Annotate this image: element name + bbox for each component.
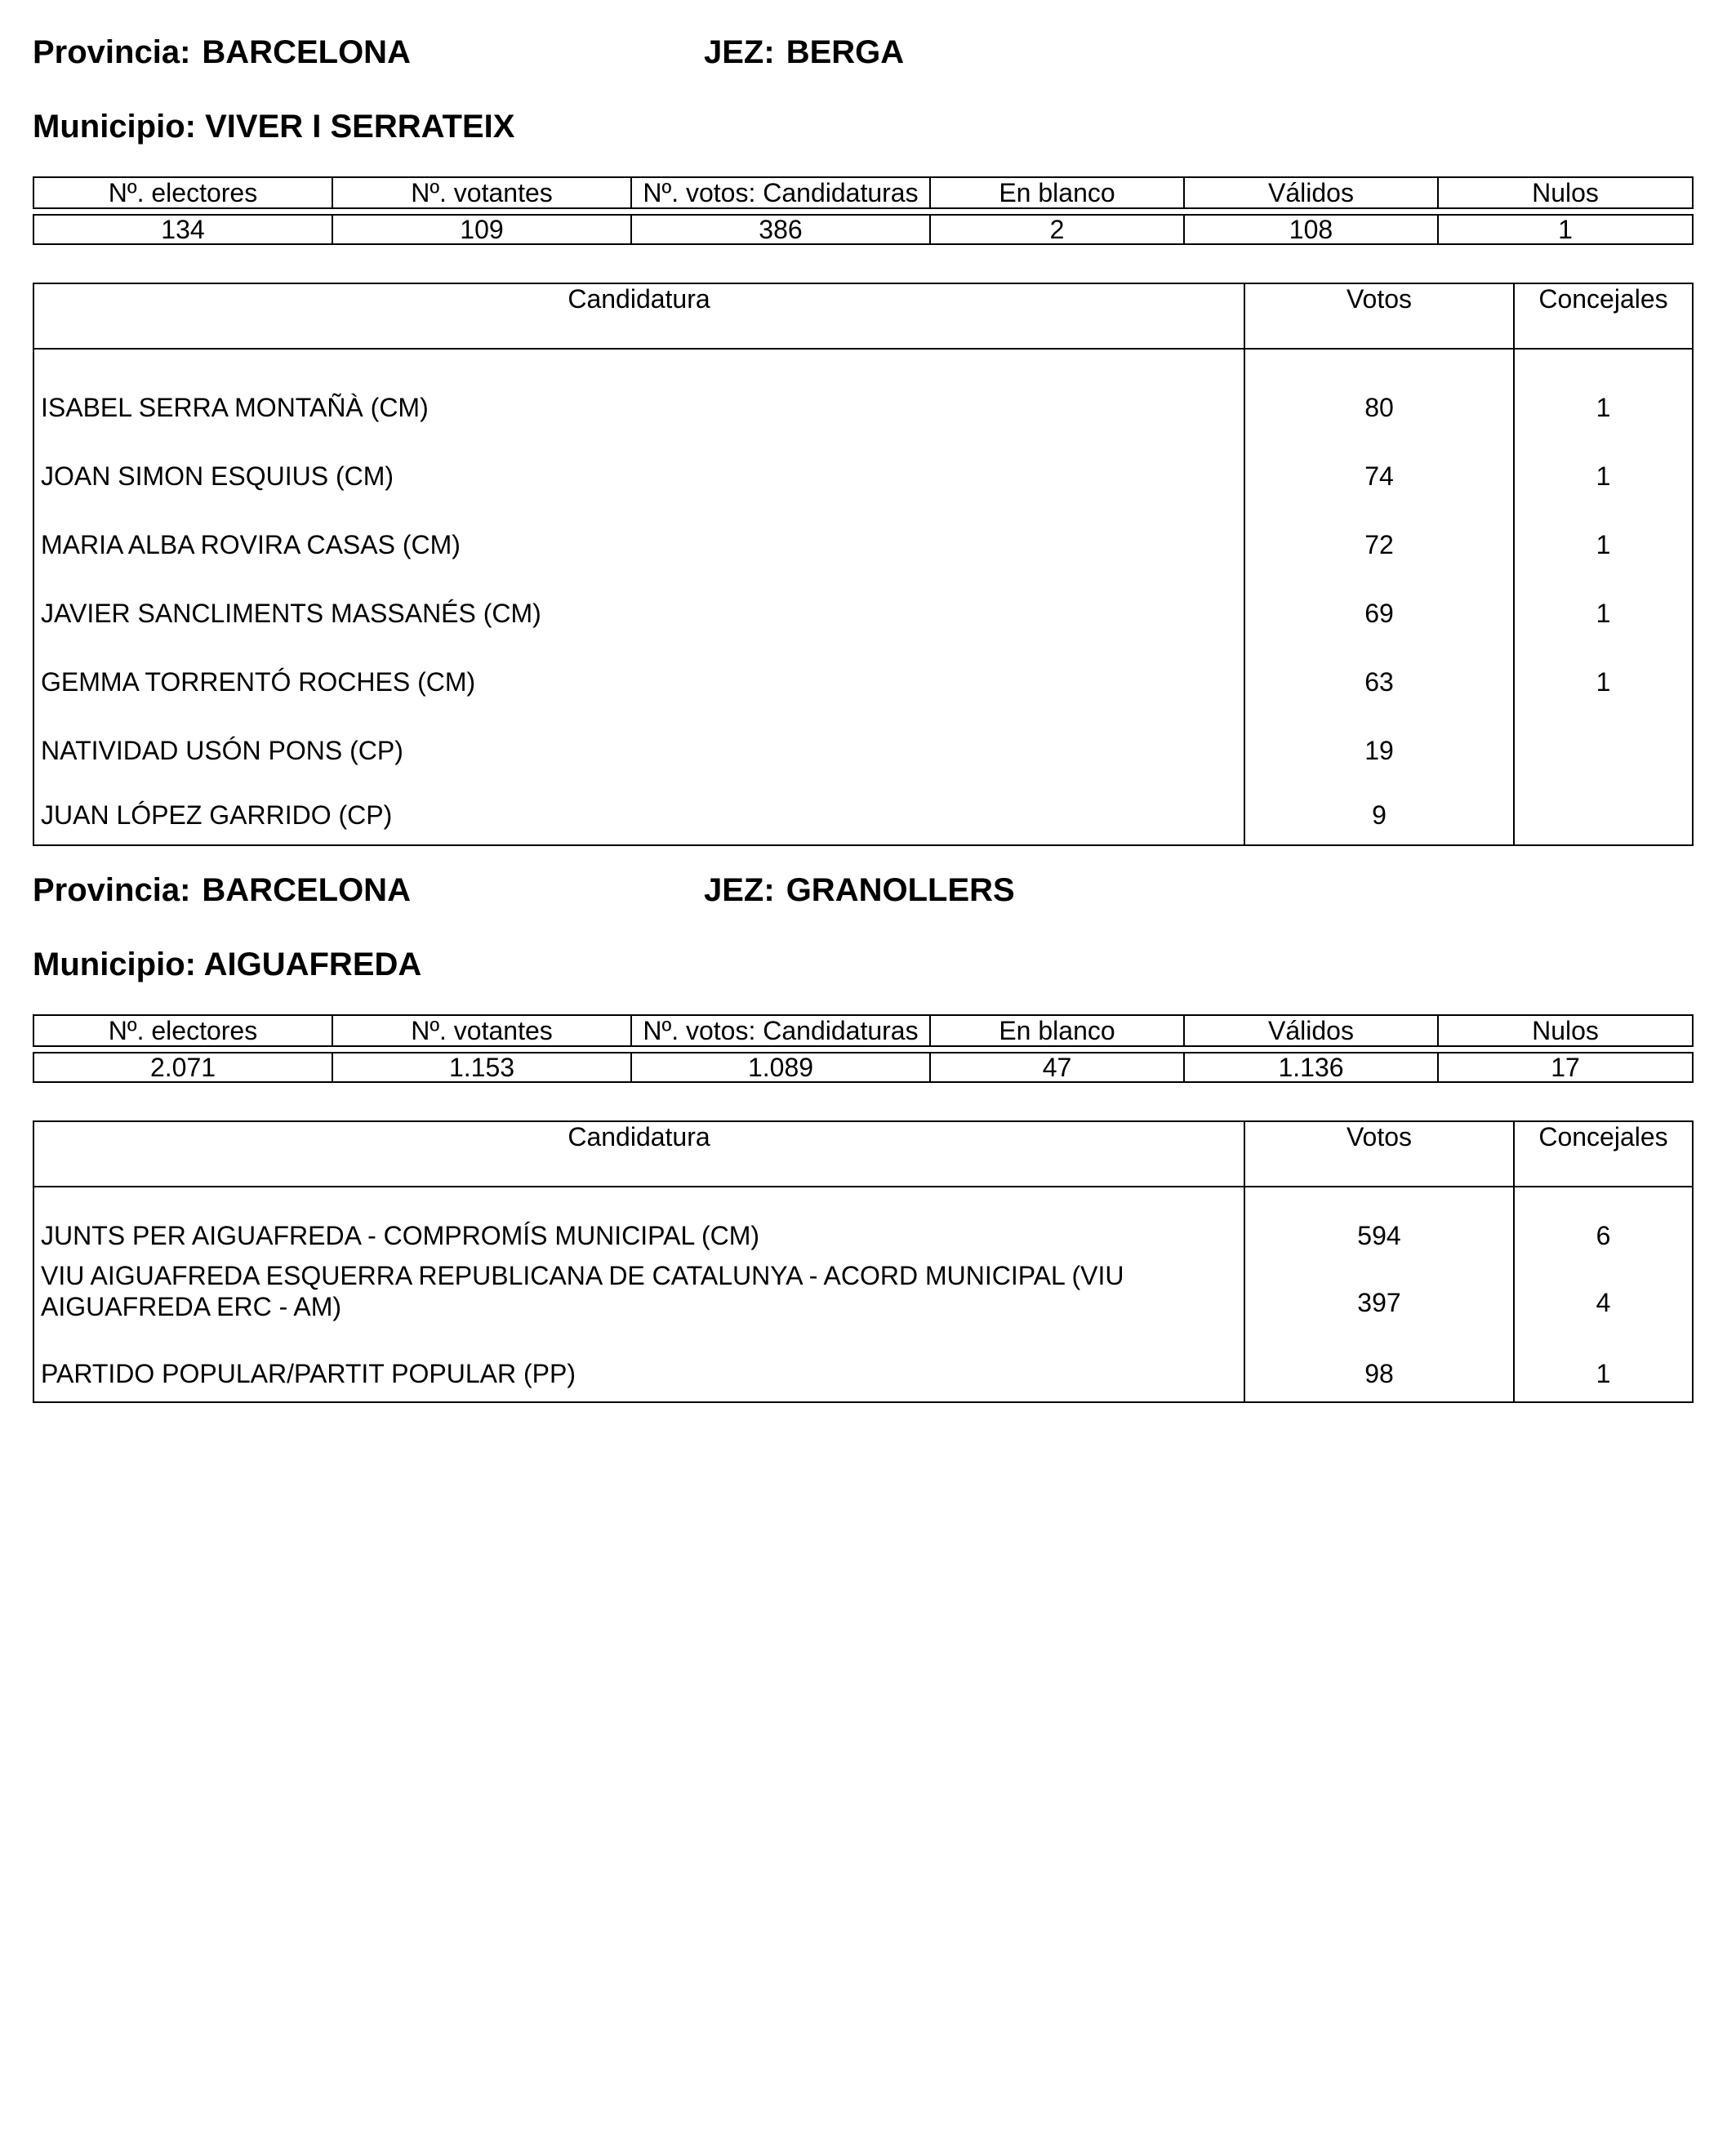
summary-value-row [33,1053,1693,1082]
candidate-name: JAVIER SANCLIMENTS MASSANÉS (CM) [33,579,1244,648]
candidate-concejales: 1 [1514,510,1693,579]
summary-header: Nulos [1438,177,1693,208]
summary-header: Nº. votantes [332,177,631,208]
provincia-heading [33,871,411,910]
municipio-value: AIGUAFREDA [203,947,422,982]
candidate-votos: 9 [1244,785,1514,845]
jez-label: JEZ: [704,872,775,908]
summary-value: 386 [631,215,930,244]
spacer-row [33,1187,1693,1211]
provincia-label: Provincia: [33,872,191,908]
results-table [33,1120,1694,1403]
summary-table [33,1014,1694,1083]
results-header-row [33,283,1693,349]
candidate-name: MARIA ALBA ROVIRA CASAS (CM) [33,510,1244,579]
municipio-heading [33,107,514,146]
summary-header-row [33,1015,1693,1046]
candidate-row [33,510,1693,579]
summary-header: Válidos [1184,1015,1438,1046]
candidate-votos: 98 [1244,1345,1514,1402]
results-table [33,283,1694,846]
candidate-concejales: 1 [1514,648,1693,716]
candidatura-header: Candidatura [33,283,1244,349]
provincia-value: BARCELONA [202,872,411,908]
candidate-votos: 594 [1244,1211,1514,1260]
summary-value: 109 [332,215,631,244]
candidate-concejales: 1 [1514,442,1693,510]
candidate-row [33,1345,1693,1402]
candidate-votos: 72 [1244,510,1514,579]
summary-header: En blanco [930,177,1184,208]
jez-heading [704,33,904,72]
summary-header: Válidos [1184,177,1438,208]
summary-value: 17 [1438,1053,1693,1082]
candidate-name: VIU AIGUAFREDA ESQUERRA REPUBLICANA DE CATALUNYA - ACORD MUNICIPAL (VIU AIGUAFREDA ERC - AM) [33,1260,1244,1345]
municipio-label: Municipio: [33,947,196,982]
candidate-name: JUNTS PER AIGUAFREDA - COMPROMÍS MUNICIPAL (CM) [33,1211,1244,1260]
candidate-concejales: 1 [1514,579,1693,648]
candidate-name: PARTIDO POPULAR/PARTIT POPULAR (PP) [33,1345,1244,1402]
results-header-row [33,1121,1693,1187]
summary-header: En blanco [930,1015,1184,1046]
provincia-value: BARCELONA [202,34,411,70]
spacer-row [33,349,1693,373]
candidate-row [33,442,1693,510]
candidate-row [33,648,1693,716]
candidate-concejales: 1 [1514,1345,1693,1402]
municipio-value: VIVER I SERRATEIX [205,109,515,145]
candidate-name: GEMMA TORRENTÓ ROCHES (CM) [33,648,1244,716]
summary-header: Nº. votos: Candidaturas [631,177,930,208]
candidate-row [33,1260,1693,1345]
candidate-votos: 80 [1244,373,1514,442]
candidatura-header: Candidatura [33,1121,1244,1187]
summary-value-row [33,215,1693,244]
summary-header: Nº. votos: Candidaturas [631,1015,930,1046]
candidate-votos: 397 [1244,1260,1514,1345]
provincia-label: Provincia: [33,34,191,70]
summary-header-row [33,177,1693,208]
summary-value: 2.071 [33,1053,332,1082]
summary-header: Nº. electores [33,1015,332,1046]
jez-value: GRANOLLERS [786,872,1015,908]
concejales-header: Concejales [1514,283,1693,349]
candidate-row [33,716,1693,785]
candidate-concejales: 4 [1514,1260,1693,1345]
concejales-header: Concejales [1514,1121,1693,1187]
candidate-name: ISABEL SERRA MONTAÑÀ (CM) [33,373,1244,442]
municipio-label: Municipio: [33,109,196,145]
votos-header: Votos [1244,283,1514,349]
summary-value: 47 [930,1053,1184,1082]
candidate-row [33,785,1693,845]
summary-value: 1.089 [631,1053,930,1082]
summary-value: 1 [1438,215,1693,244]
summary-table [33,176,1694,245]
candidate-row [33,373,1693,442]
summary-value: 1.136 [1184,1053,1438,1082]
provincia-heading [33,33,411,72]
candidate-row [33,1211,1693,1260]
candidate-name: JUAN LÓPEZ GARRIDO (CP) [33,785,1244,845]
candidate-votos: 69 [1244,579,1514,648]
summary-header: Nº. electores [33,177,332,208]
summary-value: 1.153 [332,1053,631,1082]
candidate-row [33,579,1693,648]
municipio-heading [33,945,421,984]
summary-value: 108 [1184,215,1438,244]
votos-header: Votos [1244,1121,1514,1187]
candidate-votos: 74 [1244,442,1514,510]
jez-value: BERGA [786,34,905,70]
candidate-votos: 19 [1244,716,1514,785]
summary-value: 2 [930,215,1184,244]
jez-label: JEZ: [704,34,775,70]
jez-heading [704,871,1015,910]
summary-header: Nº. votantes [332,1015,631,1046]
candidate-concejales: 6 [1514,1211,1693,1260]
summary-header: Nulos [1438,1015,1693,1046]
candidate-concejales [1514,785,1693,845]
candidate-concejales [1514,716,1693,785]
candidate-name: NATIVIDAD USÓN PONS (CP) [33,716,1244,785]
summary-value: 134 [33,215,332,244]
candidate-name: JOAN SIMON ESQUIUS (CM) [33,442,1244,510]
candidate-votos: 63 [1244,648,1514,716]
candidate-concejales: 1 [1514,373,1693,442]
